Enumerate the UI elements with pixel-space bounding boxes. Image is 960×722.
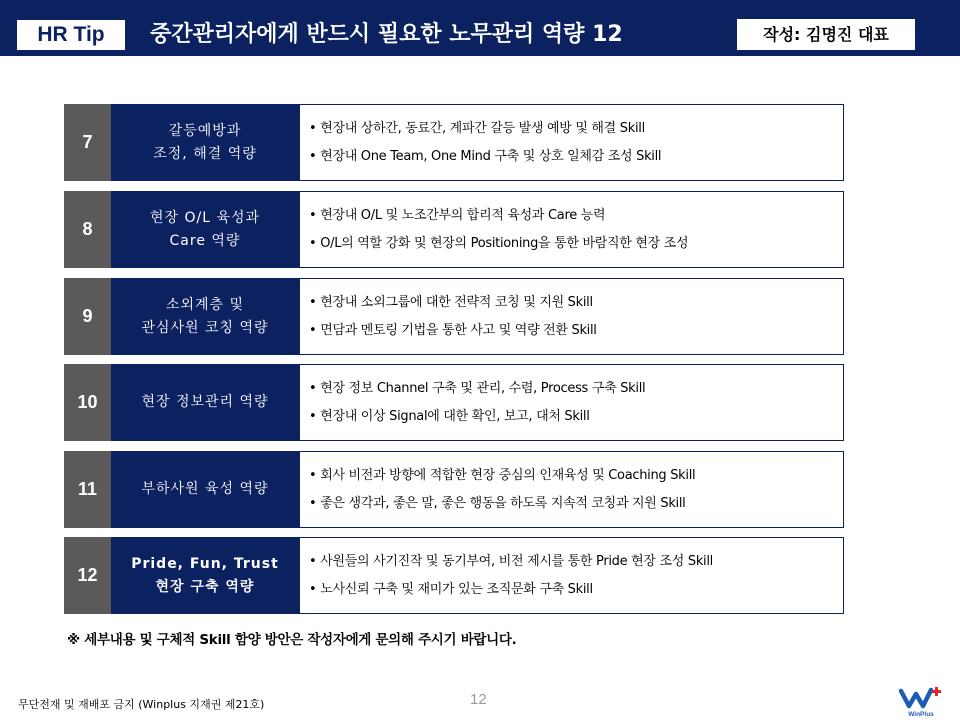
competency-details — [299, 104, 844, 181]
header-bar — [0, 0, 960, 56]
competency-name: Pride, Fun, Trust 현장 구축 역량 — [111, 537, 299, 614]
detail-bullet: • 현장내 상하간, 동료간, 계파간 갈등 발생 예방 및 해결 Skill — [309, 120, 645, 136]
detail-bullet: • O/L의 역할 강화 및 현장의 Positioning을 통한 바람직한 현장 조성 — [309, 235, 689, 251]
detail-bullet: • 현장내 One Team, One Mind 구축 및 상호 일체감 조성 Skill — [309, 148, 662, 164]
competency-name: 현장 O/L 육성과 Care 역량 — [111, 191, 299, 268]
competency-details — [299, 451, 844, 528]
competency-name: 현장 정보관리 역량 — [111, 364, 299, 441]
row-number: 11 — [64, 451, 111, 528]
inquiry-note: ※ 세부내용 및 구체적 Skill 함양 방안은 작성자에게 문의해 주시기 바랍니다. — [67, 632, 517, 648]
competency-name: 부하사원 육성 역량 — [111, 451, 299, 528]
competency-details — [299, 364, 844, 441]
row-number: 10 — [64, 364, 111, 441]
row-number: 9 — [64, 278, 111, 355]
page-number: 12 — [470, 691, 487, 708]
competency-name: 소외계층 및 관심사원 코칭 역량 — [111, 278, 299, 355]
detail-bullet: • 사원들의 사기진작 및 동기부여, 비전 제시를 통한 Pride 현장 조성 Skill — [309, 553, 713, 569]
competency-row — [64, 278, 844, 355]
detail-bullet: • 면담과 멘토링 기법을 통한 사고 및 역량 전환 Skill — [309, 322, 597, 338]
competency-details — [299, 537, 844, 614]
detail-bullet: • 노사신뢰 구축 및 재미가 있는 조직문화 구축 Skill — [309, 581, 593, 597]
author-box: 작성: 김명진 대표 — [737, 19, 915, 50]
competency-row — [64, 104, 844, 181]
competency-row — [64, 191, 844, 268]
logo-wordmark: WinPlus — [908, 711, 934, 718]
row-number: 7 — [64, 104, 111, 181]
detail-bullet: • 좋은 생각과, 좋은 말, 좋은 행동을 하도록 지속적 코칭과 지원 Skill — [309, 495, 686, 511]
detail-bullet: • 현장내 소외그룹에 대한 전략적 코칭 및 지원 Skill — [309, 294, 593, 310]
page-title: 중간관리자에게 반드시 필요한 노무관리 역량 12 — [150, 22, 623, 47]
detail-bullet: • 회사 비전과 방향에 적합한 현장 중심의 인재육성 및 Coaching Skill — [309, 467, 696, 483]
detail-bullet: • 현장 정보 Channel 구축 및 관리, 수렴, Process 구축 Skill — [309, 380, 646, 396]
detail-bullet: • 현장내 O/L 및 노조간부의 합리적 육성과 Care 능력 — [309, 207, 606, 223]
competency-details — [299, 191, 844, 268]
competency-name: 갈등예방과 조정, 해결 역량 — [111, 104, 299, 181]
hr-tip-tag: HR Tip — [17, 20, 125, 50]
competency-details — [299, 278, 844, 355]
copyright-notice: 무단전재 및 재배포 금지 (Winplus 지재권 제21호) — [18, 698, 265, 711]
detail-bullet: • 현장내 이상 Signal에 대한 확인, 보고, 대처 Skill — [309, 408, 590, 424]
competency-row — [64, 364, 844, 441]
row-number: 12 — [64, 537, 111, 614]
winplus-logo-icon — [898, 686, 944, 718]
competency-row — [64, 451, 844, 528]
competency-row — [64, 537, 844, 614]
row-number: 8 — [64, 191, 111, 268]
